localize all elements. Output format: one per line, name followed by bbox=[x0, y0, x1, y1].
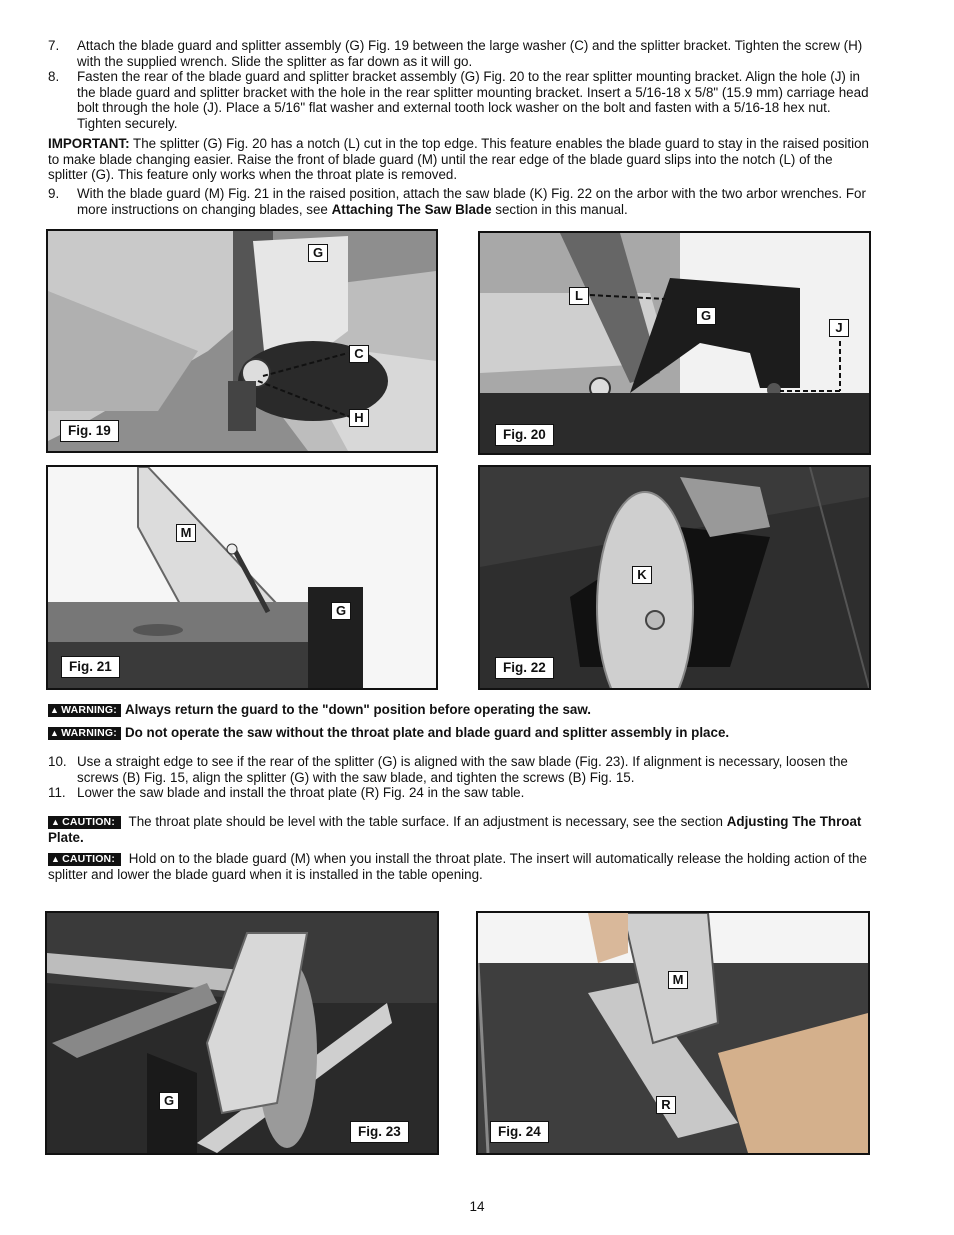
figure-21-photo bbox=[48, 467, 436, 688]
step-9 bbox=[48, 186, 870, 217]
step-8 bbox=[48, 69, 870, 131]
figure-24-photo bbox=[478, 913, 868, 1153]
figure-caption: Fig. 19 bbox=[60, 420, 119, 442]
step-number: 10. bbox=[48, 754, 67, 769]
label-g: G bbox=[696, 307, 716, 325]
figure-21 bbox=[46, 465, 438, 690]
figure-caption: Fig. 20 bbox=[495, 424, 554, 446]
figure-24 bbox=[476, 911, 870, 1155]
warning-badge: ▲ WARNING: bbox=[48, 727, 121, 740]
step-text: Lower the saw blade and install the throat plate (R) Fig. 24 in the saw table. bbox=[77, 785, 525, 800]
caution-1 bbox=[48, 814, 870, 845]
step-text bbox=[77, 186, 870, 217]
label-l: L bbox=[569, 287, 589, 305]
figure-caption: Fig. 23 bbox=[350, 1121, 409, 1143]
important-note bbox=[48, 136, 870, 183]
label-h: H bbox=[349, 409, 369, 427]
figure-23 bbox=[45, 911, 439, 1155]
label-g: G bbox=[331, 602, 351, 620]
figure-caption: Fig. 22 bbox=[495, 657, 554, 679]
step-text-b: section in this manual. bbox=[491, 201, 628, 217]
step-text: Use a straight edge to see if the rear of the splitter (G) is aligned with the saw blade (Fig. 23). If alignment is necessary, loosen the screws (B) Fig. 15, align the splitter (G) with the saw blade, and tighten the screws (B) Fig. 15. bbox=[77, 754, 848, 785]
warning-2 bbox=[48, 725, 870, 741]
step-7 bbox=[48, 38, 870, 69]
important-label: IMPORTANT: bbox=[48, 136, 130, 151]
figure-22 bbox=[478, 465, 871, 690]
step-number: 11. bbox=[48, 785, 66, 800]
warning-icon: ▲ bbox=[50, 728, 60, 738]
caution-badge: ▲ CAUTION: bbox=[48, 816, 121, 829]
warning-badge: ▲ WARNING: bbox=[48, 704, 121, 717]
warning-1 bbox=[48, 702, 870, 718]
step-text: Attach the blade guard and splitter assembly (G) Fig. 19 between the large washer (C) and the splitter bracket. Tighten the screw (H) with the supplied wrench. Slide the splitter as far down as it will go. bbox=[77, 38, 863, 69]
figure-20 bbox=[478, 231, 871, 455]
step-text-a: With the blade guard (M) Fig. 21 in the raised position, attach the saw blade (K) Fig. 22 on the arbor with the two arbor wrenches. For more instructions on changing blades, see bbox=[77, 186, 866, 217]
caution-text: Hold on to the blade guard (M) when you install the throat plate. The insert will automatically release the holding action of the splitter and lower the blade guard when it is installed in the table opening. bbox=[48, 851, 867, 882]
figure-23-photo bbox=[47, 913, 437, 1153]
warning-icon: ▲ bbox=[50, 705, 60, 715]
figure-19 bbox=[46, 229, 438, 453]
figure-20-photo bbox=[480, 233, 869, 453]
label-m: M bbox=[176, 524, 196, 542]
figure-19-photo bbox=[48, 231, 436, 451]
page-number: 14 bbox=[469, 1199, 485, 1214]
figure-caption: Fig. 24 bbox=[490, 1121, 549, 1143]
label-r: R bbox=[656, 1096, 676, 1114]
step-text: Fasten the rear of the blade guard and splitter bracket assembly (G) Fig. 20 to the rear splitter mounting bracket. Align the hole (J) in the blade guard and splitter bracket with the hole in the rear splitter mounting bracket. Insert a 5/16-18 x 5/8" (15.9 mm) carriage head bolt through the hole (J). Place a 5/16" flat washer and external tooth lock washer on the bolt and fasten with a 5/16-18 hex nut. Tighten securely. bbox=[77, 69, 869, 131]
caution-2 bbox=[48, 851, 870, 882]
label-c: C bbox=[349, 345, 369, 363]
section-reference: Adjusting The Throat Plate. bbox=[48, 814, 862, 845]
figure-22-photo bbox=[480, 467, 869, 688]
label-g: G bbox=[159, 1092, 179, 1110]
caution-icon: ▲ bbox=[51, 817, 61, 827]
section-reference: Attaching The Saw Blade bbox=[331, 201, 492, 217]
caution-icon: ▲ bbox=[51, 854, 61, 864]
step-11 bbox=[48, 785, 870, 801]
label-m: M bbox=[668, 971, 688, 989]
label-k: K bbox=[632, 566, 652, 584]
warning-text: Do not operate the saw without the throat plate and blade guard and splitter assembly in place. bbox=[124, 725, 730, 740]
label-j: J bbox=[829, 319, 849, 337]
step-10 bbox=[48, 754, 870, 785]
step-number: 7. bbox=[48, 38, 60, 53]
figure-caption: Fig. 21 bbox=[61, 656, 120, 678]
caution-badge: ▲ CAUTION: bbox=[48, 853, 121, 866]
important-text: The splitter (G) Fig. 20 has a notch (L) cut in the top edge. This feature enables the blade guard to stay in the raised position to make blade changing easier. Raise the front of blade guard (M) until the rear edge of the blade guard slips into the notch (L) of the splitter (G). This feature only works when the throat plate is removed. bbox=[48, 136, 869, 183]
step-number: 9. bbox=[48, 186, 60, 201]
warning-text: Always return the guard to the "down" position before operating the saw. bbox=[124, 702, 591, 717]
label-g: G bbox=[308, 244, 328, 262]
step-number: 8. bbox=[48, 69, 60, 84]
caution-text: The throat plate should be level with the table surface. If an adjustment is necessary, see the section bbox=[125, 814, 727, 829]
